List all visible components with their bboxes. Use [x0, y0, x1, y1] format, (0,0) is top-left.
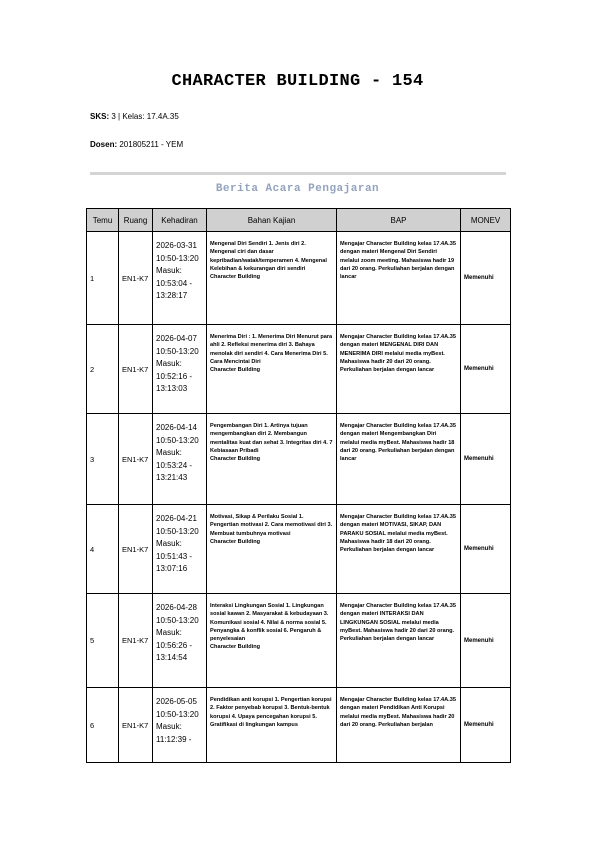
- cell-bahan-kajian: Mengenal Diri Sendiri 1. Jenis diri 2. Mengenal ciri dan dasar kepribadian/watak/temperamen 4. Mengenal Kelebihan & kekurangan diri sendiri Character Building: [210, 241, 327, 281]
- table-row: [87, 325, 511, 414]
- cell-temu: 5: [87, 594, 119, 688]
- cell-temu: 4: [87, 505, 119, 594]
- cell-temu: 6: [87, 688, 119, 763]
- cell-kehadiran: 2026-03-31 10:50-13:20 Masuk: 10:53:04 - 13:28:17: [156, 241, 199, 300]
- cell-kehadiran: 2026-04-14 10:50-13:20 Masuk: 10:53:24 - 13:21:43: [156, 423, 199, 482]
- cell-bahan-kajian: Motivasi, Sikap & Perilaku Sosial 1. Pengertian motivasi 2. Cara memotivasi diri 3. Membuat tumbuhnya motivasi Character Building: [210, 514, 333, 545]
- sks-label: SKS:: [90, 112, 110, 121]
- cell-ruang: EN1-K7: [119, 325, 153, 414]
- header-temu: Temu: [87, 209, 119, 232]
- dosen-label: Dosen:: [90, 140, 118, 149]
- sks-value: 3 | Kelas: 17.4A.35: [111, 112, 179, 121]
- table-row: [87, 594, 511, 688]
- page-title: CHARACTER BUILDING - 154: [171, 72, 424, 91]
- cell-monev: Memenuhi: [461, 414, 511, 505]
- cell-ruang: EN1-K7: [119, 505, 153, 594]
- section-title: Berita Acara Pengajaran: [215, 183, 380, 195]
- cell-kehadiran: 2026-04-21 10:50-13:20 Masuk: 10:51:43 - 13:07:16: [156, 514, 199, 573]
- cell-bap: Mengajar Character Building kelas 17.4A.35 dengan materi INTERAKSI DAN LINGKUNGAN SOSIAL melalui media myBest. Mahasiswa hadir 20 dari 20 orang. Perkuliahan berjalan dengan lancar: [340, 603, 456, 643]
- cell-temu: 1: [87, 232, 119, 325]
- cell-bahan-kajian: Pengembangan Diri 1. Artinya tujuan mengembangkan diri 2. Membangun mentalitas kuat dan sehat 3. Integritas diri 4. 7 Kebiasaan Pribadi Character Building: [210, 423, 333, 463]
- table-header-row: [87, 209, 511, 232]
- cell-kehadiran: 2026-05-05 10:50-13:20 Masuk: 11:12:39 -: [156, 697, 199, 744]
- divider: [90, 172, 506, 175]
- cell-ruang: EN1-K7: [119, 232, 153, 325]
- header-bahan-kajian: Bahan Kajian: [207, 209, 337, 232]
- cell-temu: 2: [87, 325, 119, 414]
- cell-bap: Mengajar Character Building kelas 17.4A.35 dengan materi Pendidikan Anti Korupsi melalui media myBest. Mahasiswa hadir 20 dari 20 orang. Perkuliahan berjalan: [340, 697, 456, 728]
- table-row: [87, 414, 511, 505]
- cell-kehadiran: 2026-04-07 10:50-13:20 Masuk: 10:52:16 - 13:13:03: [156, 334, 199, 393]
- cell-kehadiran: 2026-04-28 10:50-13:20 Masuk: 10:56:26 - 13:14:54: [156, 603, 199, 662]
- header-kehadiran: Kehadiran: [153, 209, 207, 232]
- cell-monev: Memenuhi: [461, 688, 511, 763]
- dosen-value: 201805211 - YEM: [119, 140, 184, 149]
- cell-monev: Memenuhi: [461, 594, 511, 688]
- cell-monev: Memenuhi: [461, 325, 511, 414]
- cell-bap: Mengajar Character Building kelas 17.4A.35 dengan materi MOTIVASI, SIKAP, DAN PARAKU SOSIAL melalui media myBest. Mahasiswa hadir 18 dari 20 orang. Perkuliahan berjalan dengan lancar: [340, 514, 456, 554]
- table-row: [87, 505, 511, 594]
- cell-temu: 3: [87, 414, 119, 505]
- table-row: [87, 688, 511, 763]
- table-row: [87, 232, 511, 325]
- cell-bahan-kajian: Interaksi Lingkungan Sosial 1. Lingkungan sosial kawan 2. Masyarakat & kebudayaan 3. Komunikasi sosial 4. Nilai & norma sosial 5. Penyangka & konflik sosial 6. Pengaruh & penyelesaian Character Building: [210, 603, 329, 651]
- cell-bahan-kajian: Pendidikan anti korupsi 1. Pengertian korupsi 2. Faktor penyebab korupsi 3. Bentuk-bentuk korupsi 4. Upaya pencegahan korupsi 5. Gratifikasi di lingkungan kampus: [210, 697, 332, 728]
- course-info: [90, 112, 179, 121]
- cell-bap: Mengajar Character Building kelas 17.4A.35 dengan materi Mengenal Diri Sendiri melalui zoom meeting. Mahasiswa hadir 19 dari 20 orang. Perkuliahan berjalan dengan lancar: [340, 241, 456, 281]
- cell-ruang: EN1-K7: [119, 594, 153, 688]
- teaching-record-table: [86, 208, 511, 763]
- cell-bahan-kajian: Menerima Diri : 1. Menerima Diri Menurut para ahli 2. Refleksi menerima diri 3. Bahaya menolak diri sendiri 4. Cara Menerima Diri 5. Cara Mencintai Diri Character Building: [210, 334, 333, 374]
- cell-bap: Mengajar Character Building kelas 17.4A.35 dengan materi Mengembangkan Diri melalui media myBest. Mahasiswa hadir 18 dari 20 orang. Perkuliahan berjalan dengan lancar: [340, 423, 456, 463]
- header-bap: BAP: [337, 209, 461, 232]
- cell-monev: Memenuhi: [461, 232, 511, 325]
- cell-bap: Mengajar Character Building kelas 17.4A.35 dengan materi MENGENAL DIRI DAN MENERIMA DIRI melalui media myBest. Mahasiswa hadir 20 dari 20 orang. Perkuliahan berjalan dengan lancar: [340, 334, 456, 374]
- cell-monev: Memenuhi: [461, 505, 511, 594]
- header-monev: MONEV: [461, 209, 511, 232]
- lecturer-info: [90, 140, 183, 149]
- header-ruang: Ruang: [119, 209, 153, 232]
- cell-ruang: EN1-K7: [119, 414, 153, 505]
- cell-ruang: EN1-K7: [119, 688, 153, 763]
